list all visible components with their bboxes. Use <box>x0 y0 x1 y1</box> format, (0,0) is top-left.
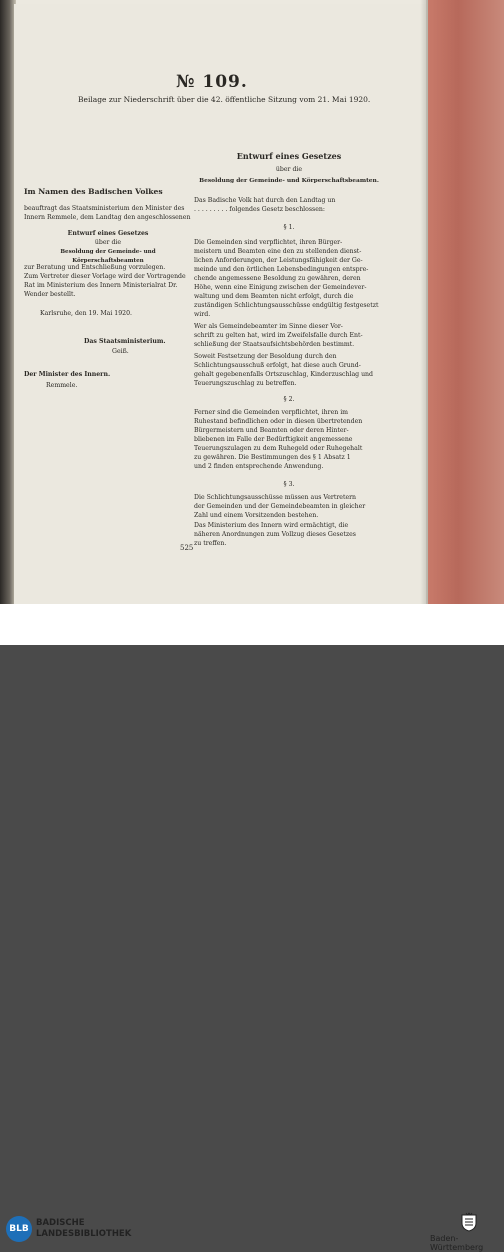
section-2-line: zu gewähren. Die Bestimmungen des § 1 Absatz 1 <box>194 454 351 461</box>
left-intro-1: beauftragt das Staatsministerium den Minister des <box>24 205 185 212</box>
section-1-line: wird. <box>194 311 211 318</box>
section-1-line: Die Gemeinden sind verpflichtet, ihren Bürger- <box>194 239 343 246</box>
left-intro-2: Innern Remmele, dem Landtag den angeschlossenen <box>24 214 191 221</box>
section-1-line: Schlichtungsausschuß erfolgt, hat diese auch Grund- <box>194 362 361 369</box>
library-name-line-1: BADISCHE <box>36 1218 85 1228</box>
document-number: № 109. <box>176 72 248 92</box>
right-preamble-2: . . . . . . . . . folgendes Gesetz beschlossen: <box>194 206 325 213</box>
footer-bar <box>0 604 504 1252</box>
left-body-2: Zum Vertreter dieser Vorlage wird der Vortragende <box>24 273 186 280</box>
section-3-line: zu treffen. <box>194 540 227 547</box>
document-subtitle: Beilage zur Niederschrift über die 42. öffentliche Sitzung vom 21. Mai 1920. <box>78 95 371 104</box>
section-1-line: Soweit Festsetzung der Besoldung durch den <box>194 353 337 360</box>
section-1-line: schließung der Staatsaufsichtsbehörden bestimmt. <box>194 341 355 348</box>
right-sub: über die <box>275 166 303 173</box>
section-1-line: chende angemessene Besoldung zu gewähren, deren <box>194 275 361 282</box>
scanned-page <box>0 0 504 604</box>
section-3-line: näheren Anordnungen zum Vollzug dieses Gesetzes <box>194 531 356 538</box>
left-signature-2: Remmele. <box>46 382 78 389</box>
left-ministry: Das Staatsministerium. <box>84 338 166 345</box>
library-name-line-2: LANDESBIBLIOTHEK <box>36 1229 132 1239</box>
right-topic: Besoldung der Gemeinde- und Körperschaftsbeamten. <box>199 177 379 184</box>
left-body-1: zur Beratung und Entschließung vorzulegen. <box>24 264 166 271</box>
section-2-line: Ruhestand befindlichen oder in diesen übertretenden <box>194 418 363 425</box>
left-minister-title: Der Minister des Innern. <box>24 371 111 378</box>
section-1-line: Höhe, wenn eine Einigung zwischen der Gemeindever- <box>194 284 367 291</box>
right-heading: Entwurf eines Gesetzes <box>236 151 342 161</box>
section-1-title: § 1. <box>283 224 295 231</box>
left-draft-sub: über die <box>94 239 122 246</box>
section-1-line: waltung und dem Beamten nicht erfolgt, durch die <box>194 293 354 300</box>
section-3-line: Die Schlichtungsausschüsse müssen aus Vertretern <box>194 494 357 501</box>
section-1-line: lichen Anforderungen, der Leistungsfähigkeit der Ge- <box>194 257 363 264</box>
state-name[interactable]: Baden-Württemberg <box>430 1234 484 1252</box>
blb-logo[interactable]: BLB <box>6 1216 32 1242</box>
section-2-title: § 2. <box>283 396 295 403</box>
section-1-line: gehalt gegebenenfalls Ortszuschlag, Kinderzuschlag und <box>194 371 373 378</box>
section-2-line: bliebenen im Falle der Bedürftigkeit angemessene <box>194 436 353 443</box>
section-2-line: Teuerungszulagen zu dem Ruhegeld oder Ruhegehalt <box>194 445 363 452</box>
section-1-line: meistern und Beamten eine den zu stellenden dienst- <box>194 248 362 255</box>
library-name[interactable] <box>36 1218 131 1240</box>
left-draft-topic: Besoldung der Gemeinde- und Körperschaftsbeamten <box>60 249 156 264</box>
section-1-line: schrift zu gelten hat, wird im Zweifelsfalle durch Ent- <box>194 332 363 339</box>
left-signature-1: Geiß. <box>112 348 129 355</box>
left-draft-title: Entwurf eines Gesetzes <box>67 230 149 237</box>
page-number: 525 <box>180 544 194 552</box>
left-body-4: Wender bestellt. <box>24 291 76 298</box>
right-preamble-1: Das Badische Volk hat durch den Landtag un <box>194 197 336 204</box>
section-1-line: meinde und den örtlichen Lebensbedingungen entspre- <box>194 266 369 273</box>
left-body-3: Rat im Ministerium des Innern Ministerialrat Dr. <box>24 282 178 289</box>
section-3-line: der Gemeinden und der Gemeindebeamten in gleicher <box>194 503 366 510</box>
section-3-title: § 3. <box>283 481 295 488</box>
section-3-line: Zahl und einem Vorsitzenden bestehen. <box>194 512 319 519</box>
section-1-line: zuständigen Schlichtungsausschüsse endgültig festgesetzt <box>194 302 379 309</box>
section-2-line: Ferner sind die Gemeinden verpflichtet, ihren im <box>194 409 349 416</box>
section-1-line: Teuerungszuschlag zu betreffen. <box>194 380 297 387</box>
section-1-line: Wer als Gemeindebeamter im Sinne dieser Vor- <box>194 323 343 330</box>
section-2-line: und 2 finden entsprechende Anwendung. <box>194 463 324 470</box>
coat-of-arms-icon <box>460 1212 478 1232</box>
left-heading: Im Namen des Badischen Volkes <box>24 187 163 196</box>
left-date: Karlsruhe, den 19. Mai 1920. <box>40 310 133 317</box>
section-3-line: Das Ministerium des Innern wird ermächtigt, die <box>194 522 349 529</box>
book-edge <box>426 0 504 604</box>
section-2-line: Bürgermeistern und Beamten oder deren Hinter- <box>194 427 349 434</box>
